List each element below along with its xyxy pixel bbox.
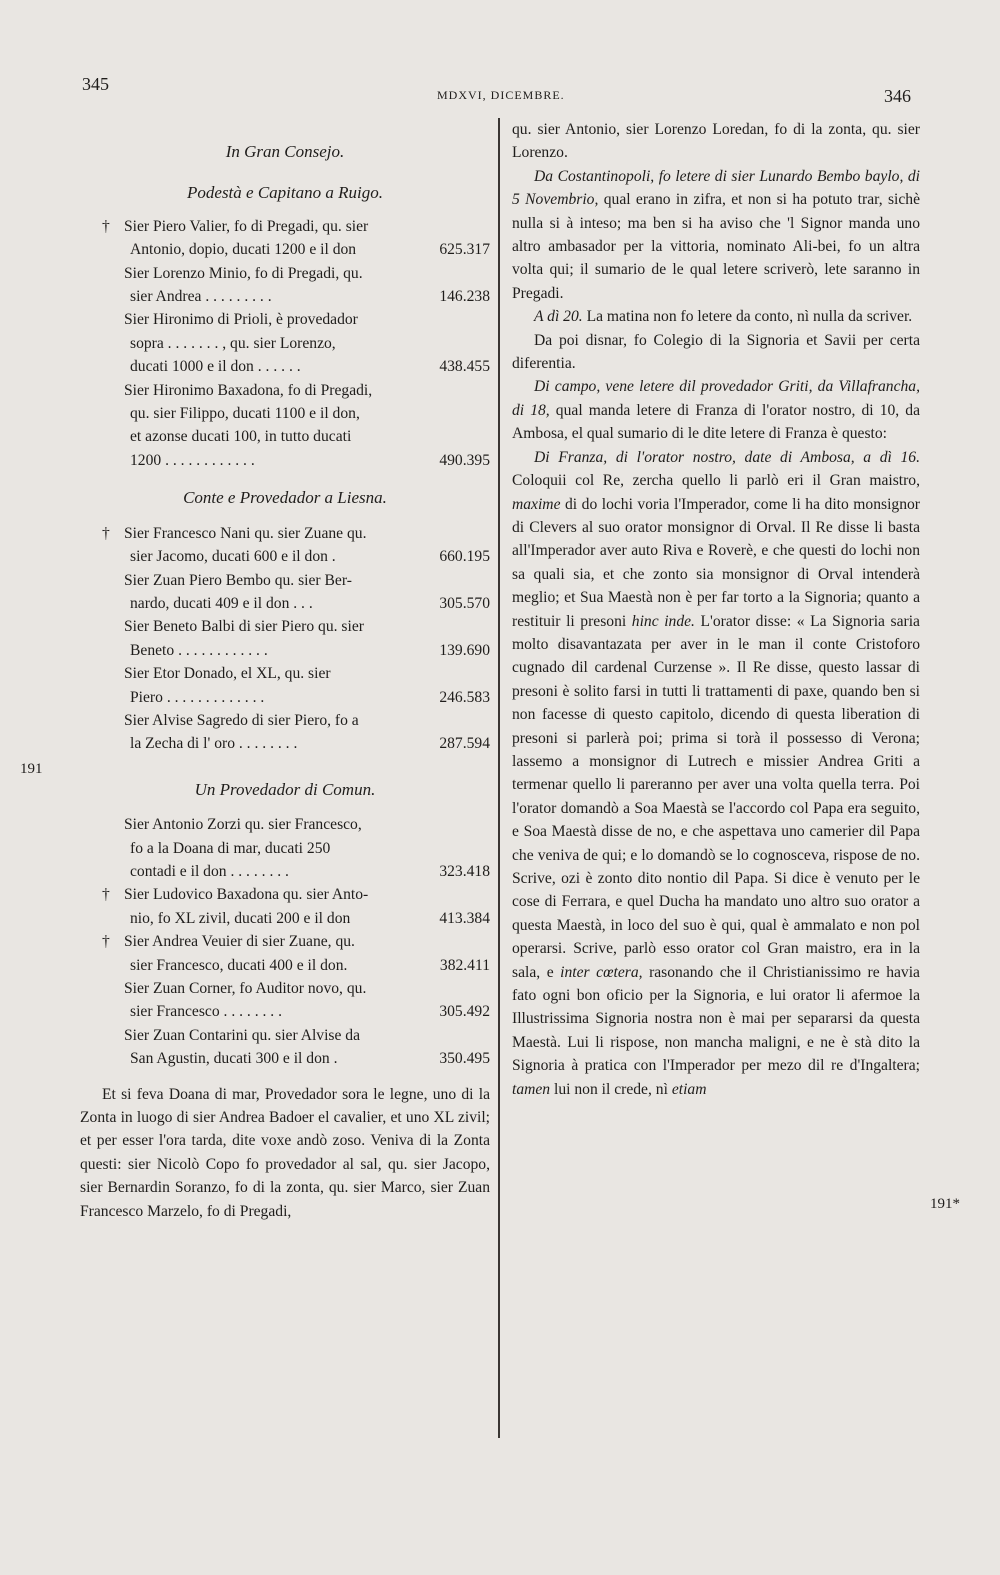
comun-list (80, 813, 490, 1070)
entry-line: Antonio, dopio, ducati 1200 e il don (130, 241, 357, 259)
paragraph: Da poi disnar, fo Colegio di la Signoria et Savii per certa diferentia. (512, 331, 920, 373)
entry-line: Sier Francesco Nani qu. sier Zuane qu. (124, 524, 367, 542)
election-entry (80, 215, 490, 262)
vote-count: 323.418 (439, 862, 490, 880)
dagger-mark: † (102, 524, 110, 542)
entry-line: sier Francesco, ducati 400 e il don. (130, 956, 348, 974)
entry-line: sier Francesco . . . . . . . . (130, 1003, 283, 1021)
dagger-mark: † (102, 933, 110, 951)
vote-count: 305.570 (439, 594, 490, 612)
section-subheading: Conte e Provedador a Liesna. (183, 488, 387, 508)
paragraph: A dì 20. La matina non fo letere da conto, nì nulla da scriver. (534, 308, 913, 326)
election-entry (80, 813, 490, 883)
vote-count: 490.395 (439, 451, 490, 469)
entry-line: Sier Lorenzo Minio, fo di Pregadi, qu. (124, 264, 363, 282)
vote-count: 413.384 (439, 909, 490, 927)
entry-line: Sier Piero Valier, fo di Pregadi, qu. sier (124, 217, 369, 235)
entry-line: Sier Zuan Contarini qu. sier Alvise da (124, 1026, 361, 1044)
election-entry (80, 709, 490, 756)
election-entry (80, 379, 490, 473)
entry-line: Sier Etor Donado, el XL, qu. sier (124, 665, 331, 683)
section-subheading: Un Provedador di Comun. (194, 779, 376, 799)
page-number-right: 346 (884, 86, 911, 106)
entry-line: contadi e il don . . . . . . . . (130, 862, 289, 880)
election-entry (80, 569, 490, 616)
entry-line: et azonse ducati 100, in tutto ducati (130, 428, 352, 446)
section-subheading: Podestà e Capitano a Ruigo. (187, 183, 383, 203)
paragraph: Da Costantinopoli, fo letere di sier Lunardo Bembo baylo, di 5 Novembrio, qual erano in zifra, et non si ha potuto trar, sichè nulla si à inteso; ma ben si ha aviso che 'l Signor manda uno altro ambasador per la vittoria, nominato Ali-bei, fo un altra volta qui; il sumario de le qual letere scriverò, lete saranno in Pregadi. (512, 167, 920, 302)
entry-line: Sier Alvise Sagredo di sier Piero, fo a (124, 711, 359, 729)
entry-line: Sier Beneto Balbi di sier Piero qu. sier (124, 618, 364, 636)
section-heading: In Gran Consejo. (225, 142, 345, 161)
entry-line: ducati 1000 e il don . . . . . . (130, 358, 301, 376)
election-entry (80, 977, 490, 1024)
vote-count: 139.690 (439, 641, 490, 659)
election-entry (80, 662, 490, 709)
vote-count: 287.594 (439, 735, 490, 753)
entry-line: San Agustin, ducati 300 e il don . (130, 1050, 338, 1068)
vote-count: 660.195 (439, 548, 490, 566)
entry-line: qu. sier Filippo, ducati 1100 e il don, (130, 405, 360, 423)
entry-line: sopra . . . . . . . , qu. sier Lorenzo, (130, 334, 336, 352)
entry-line: la Zecha di l' oro . . . . . . . . (130, 735, 298, 753)
entry-line: Sier Zuan Piero Bembo qu. sier Ber- (124, 571, 352, 589)
entry-line: nio, fo XL zivil, ducati 200 e il don (130, 909, 351, 927)
dagger-mark: † (102, 886, 110, 904)
entry-line: Sier Hironimo Baxadona, fo di Pregadi, (124, 381, 373, 399)
entry-line: Sier Andrea Veuier di sier Zuane, qu. (124, 933, 355, 951)
entry-line: Sier Antonio Zorzi qu. sier Francesco, (124, 816, 362, 834)
election-entry (80, 262, 490, 309)
vote-count: 246.583 (439, 688, 490, 706)
paragraph: Di campo, vene letere dil provedador Griti, da Villafrancha, di 18, qual manda letere di Franza di l'orator nostro, di 10, da Ambosa, el qual sumario di le dite letere di Franza è questo: (512, 378, 920, 443)
right-column (512, 118, 920, 1101)
conte-list (80, 522, 490, 756)
paragraph: qu. sier Antonio, sier Lorenzo Loredan, fo di la zonta, qu. sier Lorenzo. (512, 121, 920, 162)
entry-line: Sier Ludovico Baxadona qu. sier Anto- (124, 886, 369, 904)
paragraph: Di Franza, di l'orator nostro, date di Ambosa, a dì 16. Coloquii col Re, zercha quello li parlò eri il Gran maistro, maxime di do lochi voria l'Imperador, come li ha dito monsignor di Clevers al suo orator monsignor di Orval. Il Re disse li basta all'Imperador aver auto Riva e Roverè, e che questi do lochi non sa quali sia, et che zonto sia monsignor di Orval intenderà meglio; et Sua Maestà non è per far torto a la Signoria; quanto a restituir li presoni hinc inde. L'orator disse: « La Signoria saria molto disavantazata per aver in le man il conte Cristoforo cugnado dil cardenal Curzense ». Il Re disse, questo lassar di presoni è solito farsi in tutti li trattamenti di paxe, quando ben si non facesse di questo capitolo, dicendo di questa liberation di presoni si parlerà poi; prima si torà il possesso di Verona; lassemo a monsignor di Lutrech e missier Andrea Griti a termenar quello li pareranno per aver una volta quella terra. Poi l'orator domandò a Soa Maestà se l'accordo col Papa era seguito, e Soa Maestà disse de no, e che aspettava uno camerier dil Papa che veniva de qui; e lo domandò se lo cognosceva, rispose de no. Scrive, ozi è zonto dito nontio dil Papa. Si dice è venuto per le cose di Ferrara, e quel Ducha ha mandato uno altro suo orator a questa Maestà, in loco del suo è qui, qual è ammalato e non pol operarsi. Scrive, parlò esso orator col Gran maistro, era in la sala, e inter cœtera, rasonando che il Christianissimo re havia fato ogni bon oficio per la Signoria, e lui orator li afermoe la Illustrissima Signoria nostra non è mai per separarsi da questa Maestà. Lui li rispose, non mancha maligni, e ne è stà dito la Signoria à pratica con l'Imperador per mezo dil re d'Ingaltera; tamen lui non il crede, nì etiam (512, 448, 920, 1098)
dagger-mark: † (102, 217, 110, 235)
entry-line: Piero . . . . . . . . . . . . . (130, 688, 265, 706)
vote-count: 625.317 (439, 241, 490, 259)
margin-note-left: 191 (20, 761, 43, 777)
election-entry (80, 308, 490, 378)
entry-line: sier Andrea . . . . . . . . . (130, 288, 272, 306)
entry-line: 1200 . . . . . . . . . . . . (130, 451, 255, 469)
election-entry (80, 883, 490, 930)
left-column (80, 118, 490, 1223)
entry-line: fo a la Doana di mar, ducati 250 (130, 839, 331, 857)
vote-count: 382.411 (439, 956, 490, 974)
vote-count: 438.455 (439, 358, 490, 376)
vote-count: 350.495 (439, 1050, 490, 1068)
entry-line: sier Jacomo, ducati 600 e il don . (130, 548, 336, 566)
entry-line: nardo, ducati 409 e il don . . . (130, 594, 313, 612)
election-entry (80, 930, 490, 977)
margin-note-right: 191* (930, 1196, 960, 1212)
election-entry (80, 1024, 490, 1071)
page-number-left: 345 (82, 74, 109, 94)
closing-paragraph: Et si feva Doana di mar, Provedador sora le legne, uno di la Zonta in luogo di sier Andrea Badoer el cavalier, et uno XL zivil; et per esser l'ora tarda, dite voxe andò zoso. Veniva di la Zonta questi: sier Nicolò Copo fo provedador al sal, qu. sier Jacopo, sier Bernardin Soranzo, fo di la zonta, qu. sier Marco, sier Zuan Francesco Marzelo, fo di Pregadi, (80, 1085, 490, 1220)
election-entry (80, 522, 490, 569)
entry-line: Sier Zuan Corner, fo Auditor novo, qu. (124, 980, 367, 997)
podesta-list (80, 215, 490, 472)
vote-count: 305.492 (439, 1003, 490, 1021)
entry-line: Sier Hironimo di Prioli, è provedador (124, 311, 358, 329)
column-divider (498, 118, 500, 1438)
vote-count: 146.238 (439, 288, 490, 306)
election-entry (80, 615, 490, 662)
entry-line: Beneto . . . . . . . . . . . . (130, 641, 268, 659)
running-header: MDXVI, DICEMBRE. (437, 88, 565, 102)
